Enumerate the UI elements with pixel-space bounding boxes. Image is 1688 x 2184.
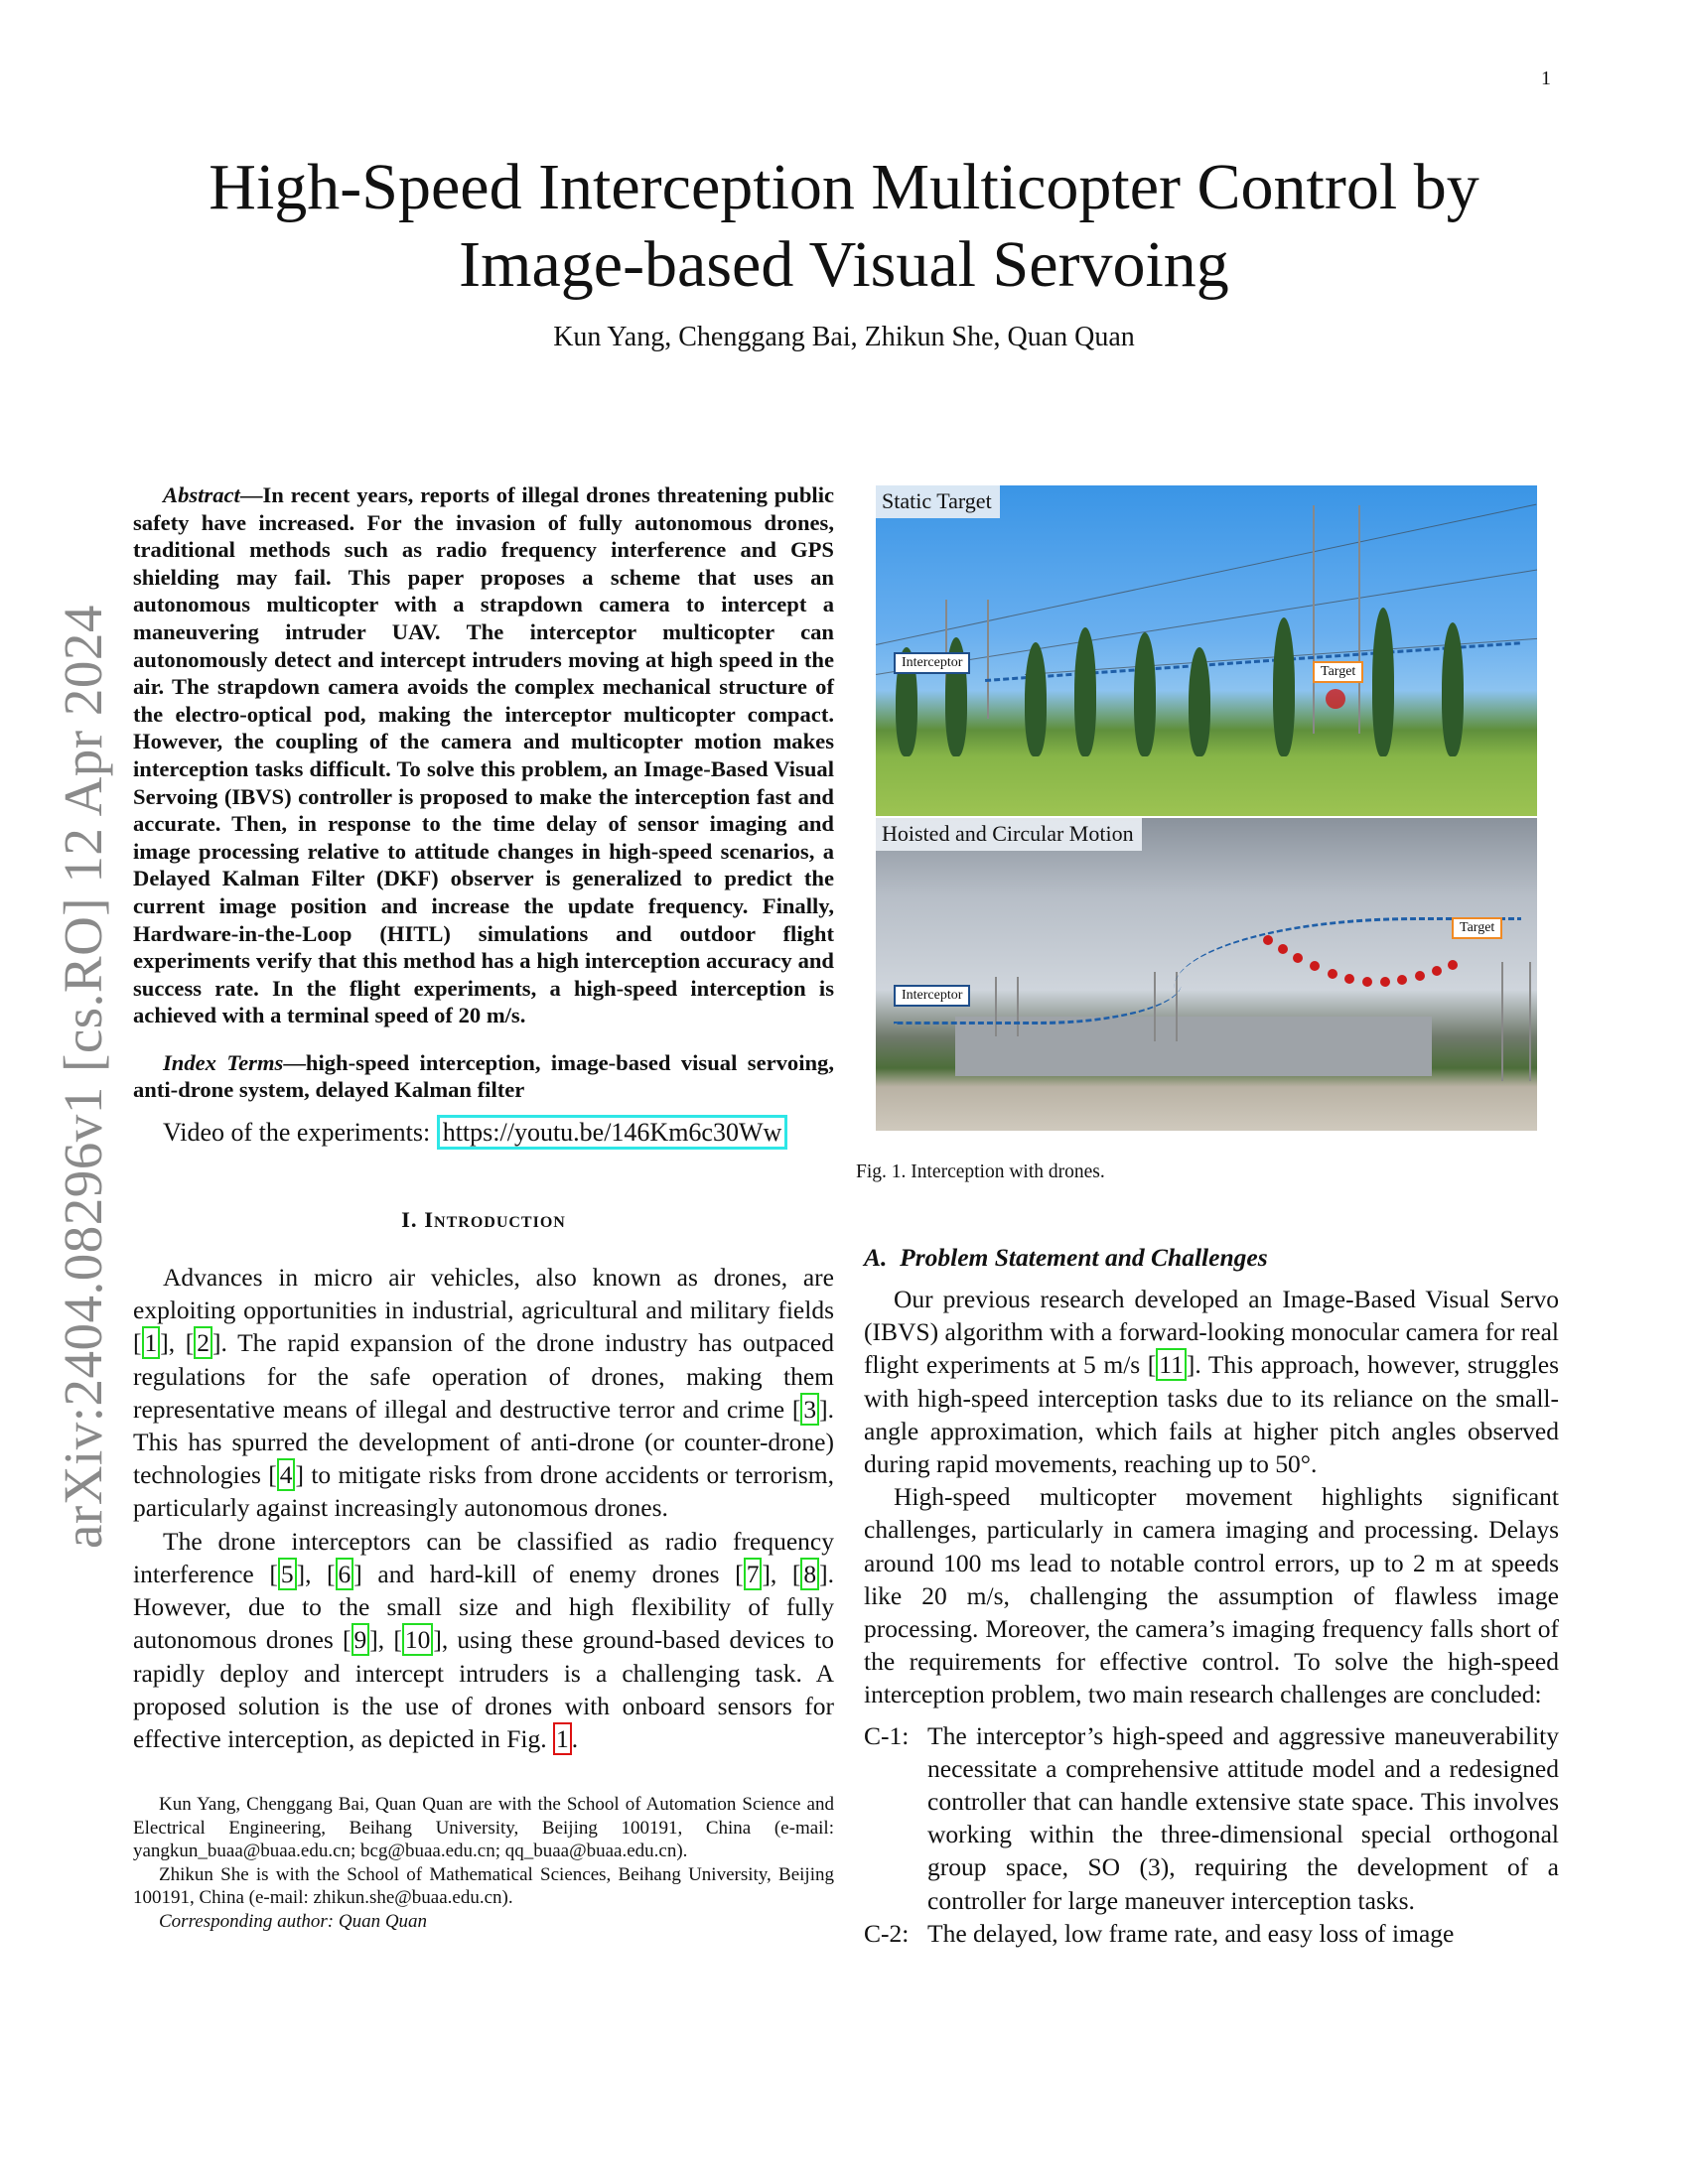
index-terms-text: high-speed interception, image-based visual servoing, anti-drone system, delayed Kalman filter <box>133 1049 835 1103</box>
figure-ref-link-1[interactable]: 1 <box>553 1722 572 1755</box>
warehouse-building <box>955 1017 1432 1076</box>
problem-paragraph-2: High-speed multicopter movement highlights significant challenges, particularly in camera imaging and processing. Delays around 100 ms lead to notable control errors, up to 2 m at speeds like 20 m/s, challenging the assumption of flawless image processing. Moreover, the camera’s imaging frequency falls short of the requirements for effective control. To solve the high-speed interception problem, two main research challenges are concluded: <box>864 1482 1559 1709</box>
abstract-dash: — <box>239 482 263 507</box>
target-tag: Target <box>1452 917 1502 939</box>
section-title: Introduction <box>424 1207 566 1233</box>
page-number: 1 <box>1541 68 1551 89</box>
video-label: Video of the experiments: <box>163 1118 437 1148</box>
target-position <box>1293 953 1303 963</box>
title-line-1: High-Speed Interception Multicopter Control by <box>209 151 1479 223</box>
intro-paragraph-2 <box>133 1525 834 1755</box>
citation-link-9[interactable]: 9 <box>352 1623 370 1656</box>
list-marker: C-2: <box>864 1918 910 1948</box>
citation-link-8[interactable]: 8 <box>800 1558 819 1590</box>
text-run: ], [ <box>762 1559 801 1588</box>
target-position <box>1278 944 1288 954</box>
text-run: ]. This has spurred the development of anti-drone (or counter-drone) technologies [ <box>133 1394 834 1490</box>
text-run: ] to mitigate risks from drone accidents or terrorism, particularly against increasingly autonomous drones. <box>133 1460 834 1523</box>
text-run: ]. However, due to the small size and high flexibility of fully autonomous drones [ <box>133 1559 835 1655</box>
citation-link-1[interactable]: 1 <box>142 1326 161 1359</box>
video-link[interactable]: https://youtu.be/146Km6c30Ww <box>437 1115 788 1150</box>
text-run: ], [ <box>160 1328 195 1358</box>
section-number: I. <box>401 1207 418 1233</box>
citation-link-3[interactable]: 3 <box>800 1393 819 1426</box>
text-run: ], [ <box>296 1559 336 1588</box>
tree <box>1134 632 1156 756</box>
text-run: The drone interceptors can be classified as radio frequency interference [ <box>133 1526 834 1588</box>
challenge-item-c1 <box>864 1719 1559 1917</box>
figure-1 <box>876 485 1537 1131</box>
challenge-text: The delayed, low frame rate, and easy loss of image <box>927 1918 1455 1948</box>
text-run: Our previous research developed an Image-Based Visual Servo (IBVS) algorithm with a forward-looking monocular camera for real flight experiments at 5 m/s [ <box>864 1285 1559 1380</box>
challenge-item-c2 <box>864 1917 1559 1950</box>
target-position <box>1397 975 1407 985</box>
index-terms <box>133 1049 834 1104</box>
abstract-label: Abstract <box>163 482 240 507</box>
footnote-affiliation-1: Kun Yang, Chenggang Bai, Quan Quan are with the School of Automation Science and Electrical Engineering, Beihang University, Beijing 100191, China (e-mail: yangkun_buaa@buaa.edu.cn; bcg@buaa.edu.cn; qq_buaa@buaa.edu.cn). <box>133 1794 834 1862</box>
target-tag: Target <box>1313 661 1363 683</box>
tree <box>1442 622 1464 756</box>
figure-1-caption: Fig. 1. Interception with drones. <box>856 1161 1105 1182</box>
text-run: Advances in micro air vehicles, also known as drones, are exploiting opportunities in industrial, agricultural and military fields <box>133 1263 834 1325</box>
text-run: ]. The rapid expansion of the drone industry has outpaced regulations for the safe operation of drones, making them representative means of illegal and destructive terror and crime [ <box>133 1328 834 1424</box>
tree <box>1189 647 1210 756</box>
citation-link-6[interactable]: 6 <box>336 1558 354 1590</box>
subsection-label: A. <box>864 1243 888 1272</box>
subsection-heading-a <box>864 1243 1559 1273</box>
interceptor-trajectory <box>985 641 1520 682</box>
text-run: ], [ <box>369 1625 402 1655</box>
target-position <box>1362 977 1372 987</box>
figure-panel-hoisted-circular <box>876 818 1537 1131</box>
text-run: . <box>571 1723 579 1753</box>
abstract <box>133 481 834 1029</box>
section-heading-introduction <box>133 1207 834 1233</box>
target-position <box>1415 971 1425 981</box>
panel-label-hoisted-circular: Hoisted and Circular Motion <box>876 818 1142 851</box>
target-position <box>1432 966 1442 976</box>
static-target-marker <box>1326 689 1345 709</box>
citation-link-10[interactable]: 10 <box>402 1623 434 1656</box>
citation-link-11[interactable]: 11 <box>1156 1348 1187 1381</box>
text-run: ], using these ground-based devices to rapidly deploy and intercept intruders is a challenging task. A proposed solution is the use of drones with onboard sensors for effective interception, as depicted in Fig. <box>133 1625 834 1753</box>
target-position <box>1380 977 1390 987</box>
paper-title <box>129 149 1559 304</box>
text-run: ]. This approach, however, struggles with high-speed interception tasks due to its reliance on the small-angle approximation, which fails at higher pitch angles observed during rapid movements, reaching up to 50°. <box>864 1350 1559 1479</box>
interceptor-trajectory <box>894 942 1182 1024</box>
left-column <box>133 481 834 1934</box>
tree <box>1025 642 1047 756</box>
text-run: ] and hard-kill of enemy drones [ <box>353 1559 744 1588</box>
citation-link-5[interactable]: 5 <box>278 1558 297 1590</box>
author-list: Kun Yang, Chenggang Bai, Zhikun She, Quan Quan <box>553 322 1135 352</box>
index-terms-dash: — <box>283 1049 306 1075</box>
arxiv-stamp: arXiv:2404.08296v1 [cs.RO] 12 Apr 2024 <box>53 605 113 1549</box>
intro-paragraph-1: Advances in micro air vehicles, also known as drones, are exploiting opportunities in industrial, agricultural and military fields [ 1 ], [ 2 ]. The rapid expansion of the drone industry has outpaced regulations for the safe operation of drones, making them representative means of illegal and destructive terror and crime [ 3 ]. This has spurred the development of anti-drone (or counter-drone) technologies [ 4 ] to mitigate risks from drone accidents or terrorism, particularly against increasingly autonomous drones. <box>133 1263 834 1523</box>
interceptor-tag: Interceptor <box>894 652 970 674</box>
title-line-2: Image-based Visual Servoing <box>459 228 1229 301</box>
citation-link-4[interactable]: 4 <box>277 1458 296 1491</box>
index-terms-label: Index Terms <box>163 1049 284 1075</box>
citation-link-2[interactable]: 2 <box>194 1326 212 1359</box>
challenge-text: The interceptor’s high-speed and aggressive maneuverability necessitate a comprehensive attitude model and a redesigned controller that can handle extensive state space. This involves working within the three-dimensional special orthogonal group space, SO (3), requiring the development of a controller for large maneuver interception tasks. <box>927 1720 1559 1915</box>
footnote-corresponding-author: Corresponding author: Quan Quan <box>159 1911 428 1933</box>
target-position <box>1448 960 1458 970</box>
tree <box>1273 617 1295 756</box>
target-position <box>1263 935 1273 945</box>
list-marker: C-1: <box>864 1720 910 1750</box>
target-position <box>1328 969 1337 979</box>
tree <box>1372 608 1394 756</box>
problem-paragraph-1 <box>864 1283 1559 1480</box>
footnote-affiliation-2: Zhikun She is with the School of Mathematical Sciences, Beihang University, Beijing 100191, China (e-mail: zhikun.she@buaa.edu.cn). <box>133 1863 834 1909</box>
right-column <box>864 1243 1559 1950</box>
target-position <box>1310 961 1320 971</box>
subsection-title: Problem Statement and Challenges <box>900 1243 1268 1272</box>
interceptor-tag: Interceptor <box>894 985 970 1007</box>
figure-panel-static-target <box>876 485 1537 816</box>
citation-link-7[interactable]: 7 <box>744 1558 763 1590</box>
abstract-text: In recent years, reports of illegal drones threatening public safety have increased. For the invasion of fully autonomous drones, traditional methods such as radio frequency interference and GPS shielding may fail. This paper proposes a scheme that uses an autonomous multicopter with a strapdown camera to intercept a maneuvering intruder UAV. The interceptor multicopter can autonomously detect and intercept intruders moving at high speed in the air. The strapdown camera avoids the complex mechanical structure of the electro-optical pod, making the interceptor multicopter compact. However, the coupling of the camera and multicopter motion makes interception tasks difficult. To solve this problem, an Image-Based Visual Servoing (IBVS) controller is proposed to make the interception fast and accurate. Then, in response to the time delay of sensor imaging and image processing relative to attitude changes in high-speed scenarios, a Delayed Kalman Filter (DKF) observer is generalized to predict the current image position and increase the update frequency. Finally, Hardware-in-the-Loop (HITL) simulations and outdoor flight experiments verify that this method has a high interception accuracy and success rate. In the flight experiments, a high-speed interception is achieved with a terminal speed of 20 m/s. <box>133 482 834 1028</box>
tree <box>1074 627 1096 756</box>
target-position <box>1344 974 1354 984</box>
video-line <box>163 1118 834 1148</box>
panel-label-static-target: Static Target <box>876 485 1000 518</box>
